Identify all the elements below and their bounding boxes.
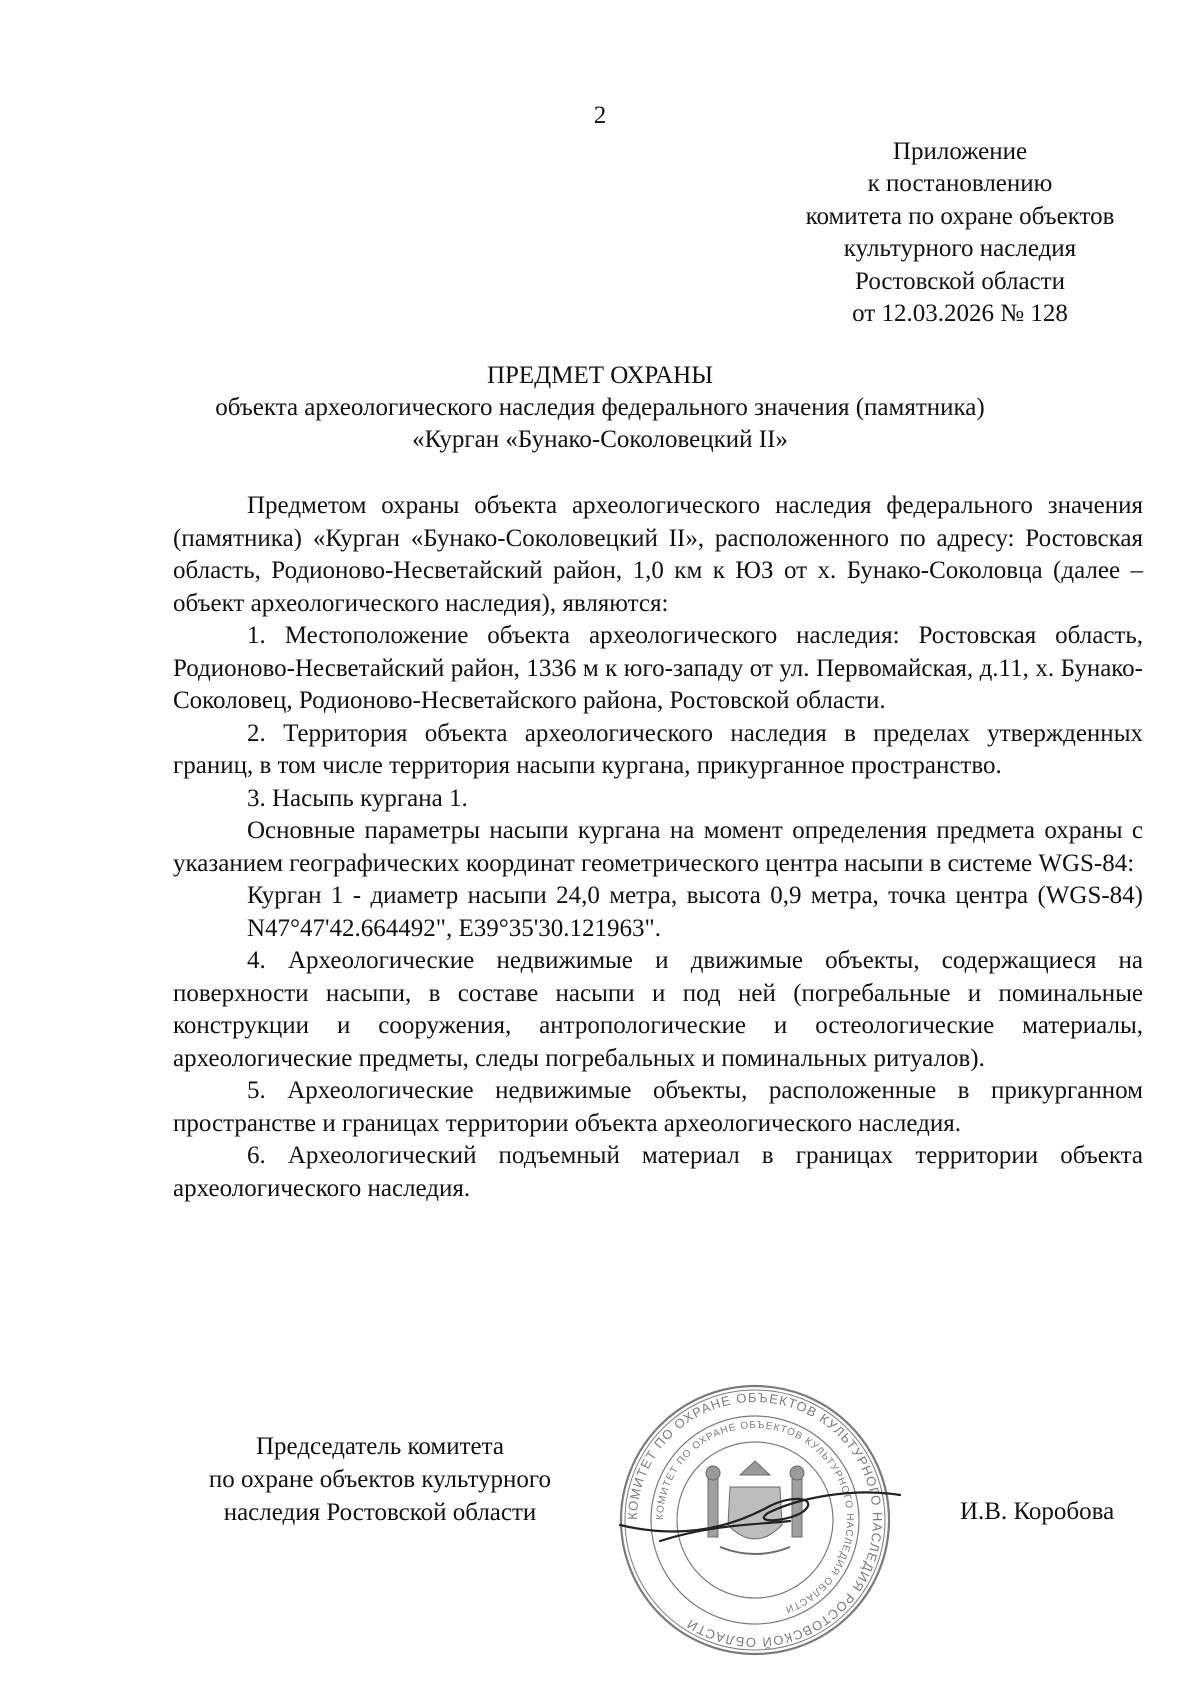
official-seal	[600, 1375, 910, 1665]
item-location: 1. Местоположение объекта археологического наследия: Ростовская область, Родионово-Несветайский район, 1336 м к юго-западу от ул. Первомайская, д.11, х. Бунако-Соколовец, Родионово-Несветайского района, Ростовской области.	[173, 622, 1143, 714]
appendix-line: культурного наследия	[843, 235, 1077, 263]
appendix-line: к постановлению	[867, 170, 1053, 198]
signatory-title-line: Председатель комитета	[256, 1433, 504, 1460]
appendix-line: комитета по охране объектов	[805, 202, 1115, 230]
kurgan-coordinates: Курган 1 - диаметр насыпи 24,0 метра, высота 0,9 метра, точка центра (WGS-84) N47°47'42.664492", E39°35'30.121963".	[247, 882, 1143, 942]
signatory-title-line: по охране объектов культурного	[208, 1466, 552, 1493]
document-title	[0, 360, 1200, 456]
item-mound: 3. Насыпь кургана 1.	[247, 784, 468, 812]
seal-outer-text-path: КОМИТЕТ ПО ОХРАНЕ ОБЪЕКТОВ КУЛЬТУРНОГО НАСЛЕДИЯ РОСТОВСКОЙ ОБЛАСТИ	[624, 1389, 886, 1651]
document-body	[173, 490, 1143, 1205]
signatory-title-line: наследия Ростовской области	[223, 1499, 537, 1526]
item-objects: 4. Археологические недвижимые и движимые объекты, содержащиеся на поверхности насыпи, в составе насыпи и под ней (погребальные и поминальные конструкции и сооружения, антропологические и остеологические материалы, археологические предметы, следы погребальных и поминальных ритуалов).	[173, 947, 1143, 1072]
mound-parameters: Основные параметры насыпи кургана на момент определения предмета охраны с указанием географических координат геометрического центра насыпи в системе WGS-84:	[173, 817, 1143, 877]
page-number: 2	[593, 102, 607, 129]
signatory-title	[160, 1430, 600, 1529]
title-heading: ПРЕДМЕТ ОХРАНЫ	[486, 362, 714, 389]
item-immovable-objects: 5. Археологические недвижимые объекты, расположенные в прикурганном пространстве и границах территории объекта археологического наследия.	[173, 1077, 1143, 1137]
title-line: «Курган «Бунако-Соколовецкий II»	[412, 426, 788, 453]
item-surface-material: 6. Археологический подъемный материал в границах территории объекта археологического наследия.	[173, 1142, 1143, 1202]
item-territory: 2. Территория объекта археологического наследия в пределах утвержденных границ, в том числе территория насыпи кургана, прикурганное пространство.	[173, 719, 1143, 779]
appendix-line: от 12.03.2026 № 128	[852, 300, 1068, 328]
signatory-name: И.В. Коробова	[960, 1498, 1115, 1525]
title-line: объекта археологического наследия федерального значения (памятника)	[215, 394, 985, 421]
appendix-line: Приложение	[892, 138, 1028, 165]
coat-of-arms-emblem	[706, 1461, 804, 1554]
appendix-line: Ростовской области	[855, 267, 1065, 295]
appendix-block	[760, 136, 1160, 330]
seal-inner-text-path: КОМИТЕТ ПО ОХРАНЕ ОБЪЕКТОВ КУЛЬТУРНОГО НАСЛЕДИЯ ОБЛАСТИ	[654, 1419, 856, 1615]
intro-paragraph: Предметом охраны объекта археологического наследия федерального значения (памятника) «Курган «Бунако-Соколовецкий II», расположенного по адресу: Ростовская область, Родионово-Несветайский район, 1,0 км к ЮЗ от х. Бунако-Соколовца (далее – объект археологического наследия), являются:	[173, 492, 1143, 617]
